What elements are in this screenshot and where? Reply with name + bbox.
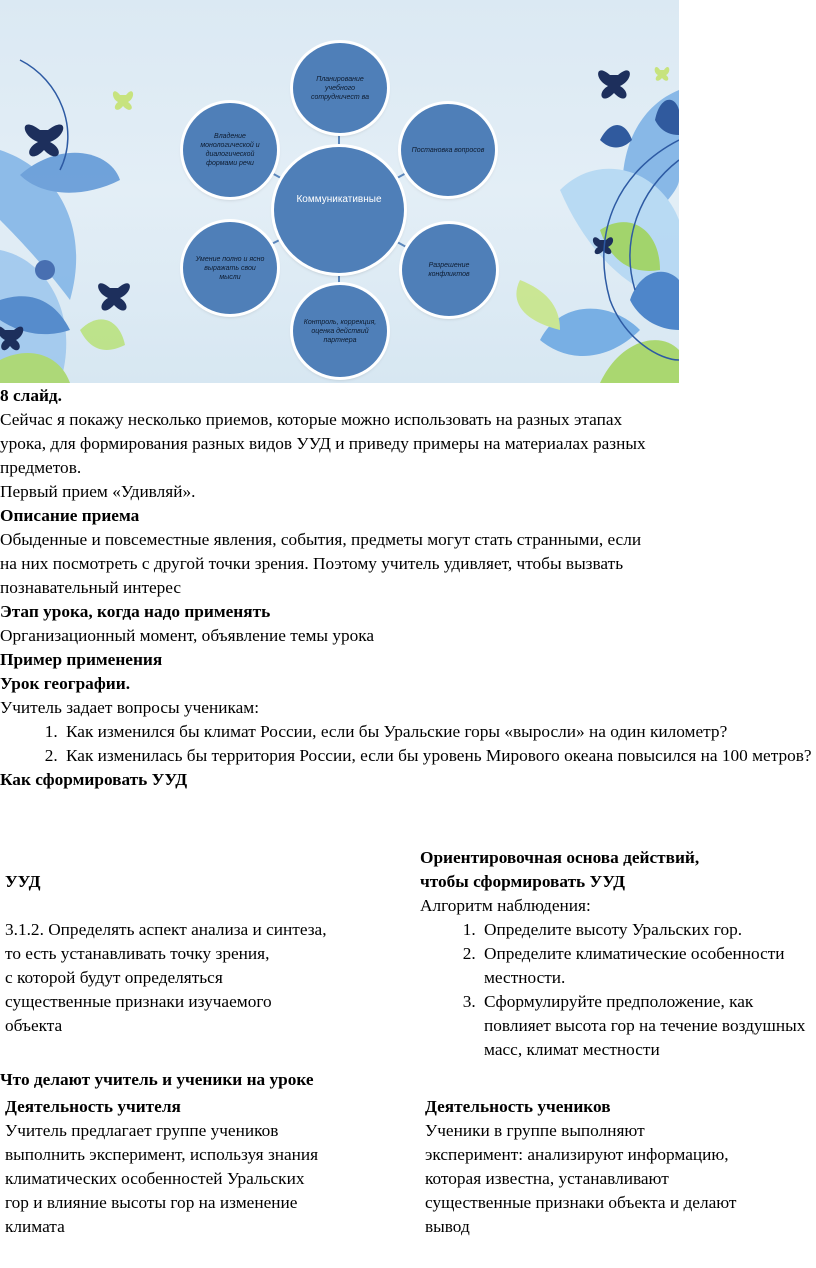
students-activity-line: существенные признаки объекта и делают xyxy=(425,1193,737,1212)
algorithm-intro: Алгоритм наблюдения: xyxy=(420,896,591,915)
teacher-activity-line: климатических особенностей Уральских xyxy=(5,1169,305,1188)
uud-table xyxy=(0,846,816,1061)
diagram-node-control: Контроль, коррекция, оценка действий партнера xyxy=(293,285,387,377)
diagram-node-questions: Постановка вопросов xyxy=(401,104,495,196)
description-line: на них посмотреть с другой точки зрения. Поэтому учитель удивляет, чтобы вызвать xyxy=(0,554,624,573)
how-heading: Как сформировать УУД xyxy=(0,770,188,789)
stage-heading: Этап урока, когда надо применять xyxy=(0,602,271,621)
diagram-center-node: Коммуникативные xyxy=(274,147,404,273)
teacher-activity-line: Учитель предлагает группе учеников xyxy=(5,1121,279,1140)
teacher-activity-line: гор и влияние высоты гор на изменение xyxy=(5,1193,298,1212)
teacher-asks-text: Учитель задает вопросы ученикам: xyxy=(0,698,260,717)
diagram-node-express-thoughts: Умение полно и ясно выражать свои мысли xyxy=(183,222,277,314)
document-body xyxy=(0,384,812,792)
activities-heading: Что делают учитель и ученики на уроке xyxy=(0,1070,314,1089)
teacher-activity-line: выполнить эксперимент, используя знания xyxy=(5,1145,319,1164)
intro-line: урока, для формирования разных видов УУД и приведу примеры на материалах разных xyxy=(0,434,646,453)
teacher-activity-column xyxy=(5,1095,405,1239)
example-heading: Пример применения xyxy=(0,650,163,669)
algorithm-step: 2. Определите климатические особенности местности. xyxy=(480,942,812,990)
students-activity-line: которая известна, устанавливают xyxy=(425,1169,669,1188)
questions-list xyxy=(0,720,812,768)
algorithm-list xyxy=(420,918,812,1062)
question-item: 2. Как изменилась бы территория России, если бы уровень Мирового океана повысился на 100 метров? xyxy=(62,744,812,768)
activities-section xyxy=(0,1068,816,1258)
uud-text-line: 3.1.2. Определять аспект анализа и синтеза, xyxy=(5,920,327,939)
stage-text: Организационный момент, объявление темы урока xyxy=(0,626,375,645)
description-line: познавательный интерес xyxy=(0,578,182,597)
uud-text-line: с которой будут определяться xyxy=(5,968,223,987)
question-item: 1. Как изменился бы климат России, если бы Уральские горы «выросли» на один километр? xyxy=(62,720,812,744)
students-activity-line: эксперимент: анализируют информацию, xyxy=(425,1145,729,1164)
teacher-activity-heading: Деятельность учителя xyxy=(5,1097,181,1116)
slide-image xyxy=(0,0,679,383)
uud-text-line: объекта xyxy=(5,1016,63,1035)
students-activity-line: Ученики в группе выполняют xyxy=(425,1121,645,1140)
lesson-heading: Урок географии. xyxy=(0,674,131,693)
students-activity-line: вывод xyxy=(425,1217,470,1236)
uud-text-line: то есть устанавливать точку зрения, xyxy=(5,944,270,963)
intro-line: предметов. xyxy=(0,458,82,477)
diagram-node-conflicts: Разрешение конфликтов xyxy=(402,224,496,316)
uud-text-line: существенные признаки изучаемого xyxy=(5,992,272,1011)
students-activity-column xyxy=(425,1095,816,1239)
algorithm-step: 1. Определите высоту Уральских гор. xyxy=(480,918,812,942)
intro-line: Сейчас я покажу несколько приемов, которые можно использовать на разных этапах xyxy=(0,410,623,429)
orientation-heading-line: чтобы сформировать УУД xyxy=(420,872,626,891)
uud-left-column xyxy=(5,870,405,1038)
students-activity-heading: Деятельность учеников xyxy=(425,1097,611,1116)
description-heading: Описание приема xyxy=(0,506,140,525)
intro-line: Первый прием «Удивляй». xyxy=(0,482,196,501)
description-line: Обыденные и повсеместные явления, события, предметы могут стать странными, если xyxy=(0,530,642,549)
algorithm-step: 3. Сформулируйте предположение, как повлияет высота гор на течение воздушных масс, климат местности xyxy=(480,990,812,1062)
orientation-heading-line: Ориентировочная основа действий, xyxy=(420,848,700,867)
teacher-activity-line: климата xyxy=(5,1217,65,1236)
diagram-node-planning: Планирование учебного сотрудничест ва xyxy=(293,43,387,133)
diagram-node-speech-forms: Владение монологической и диалогической формами речи xyxy=(183,103,277,197)
uud-heading: УУД xyxy=(5,872,41,891)
slide-number-heading: 8 слайд. xyxy=(0,386,62,405)
uud-right-column xyxy=(420,846,812,1062)
